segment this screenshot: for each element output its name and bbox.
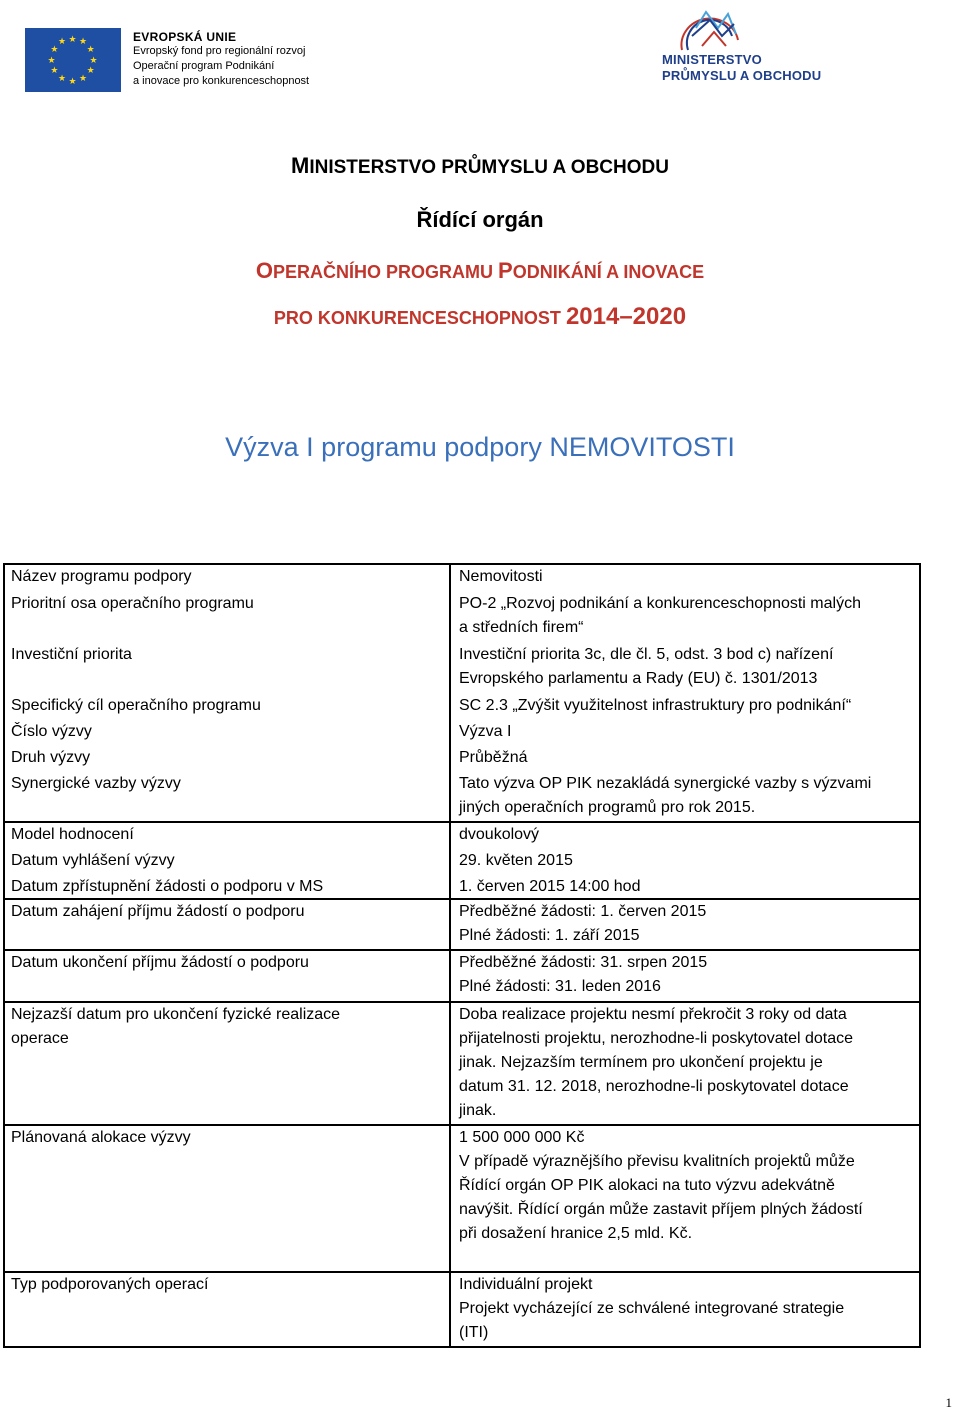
table-label-line: Druh výzvy [11, 749, 91, 766]
table-value-line: Doba realizace projektu nesmí překročit 3 roky od data [459, 1006, 847, 1023]
table-row-value [459, 823, 539, 847]
table-row-label [11, 875, 323, 899]
eu-star-icon: ★ [79, 36, 88, 47]
eu-logo-line: EVROPSKÁ UNIE [133, 30, 237, 44]
ministry-title-initial: M [291, 153, 310, 178]
table-value-line: SC 2.3 „Zvýšit využitelnost infrastruktury pro podnikání“ [459, 697, 852, 714]
mpo-logo-text [662, 52, 821, 84]
table-row-value [459, 951, 707, 999]
eu-star-icon: ★ [50, 65, 59, 75]
eu-flag-icon [25, 28, 121, 92]
table-label-line: Prioritní osa operačního programu [11, 595, 254, 612]
table-row-value [459, 565, 543, 589]
table-value-line: V případě výraznějšího převisu kvalitních projektů může [459, 1153, 855, 1170]
op-subtitle-years: 2014–2020 [565, 303, 687, 330]
mpo-logo-line: PRŮMYSLU A OBCHODU [662, 68, 822, 83]
table-row-value [459, 900, 706, 948]
op-title-p: P [498, 258, 513, 283]
table-value-line: Individuální projekt [459, 1276, 593, 1293]
eu-logo-line: Evropský fond pro regionální rozvoj [133, 45, 306, 57]
table-row-label [11, 592, 254, 616]
page-number: 1 [945, 1395, 952, 1410]
eu-star-icon: ★ [58, 36, 67, 47]
table-value-line: (ITI) [459, 1324, 489, 1341]
eu-star-icon: ★ [86, 44, 95, 54]
table-value-line: Projekt vycházející ze schválené integrované strategie [459, 1300, 845, 1317]
op-title-initial: O [255, 258, 274, 283]
op-title-rest: ODNIKÁNÍ A INOVACE [512, 262, 705, 282]
table-label-line: Investiční priorita [11, 646, 132, 663]
table-value-line: jiných operačních programů pro rok 2015. [459, 799, 756, 816]
ministry-title [0, 153, 960, 179]
table-label-line: Číslo výzvy [11, 723, 92, 740]
table-row-label [11, 694, 261, 718]
table-label-line: Datum ukončení příjmu žádostí o podporu [11, 954, 309, 971]
table-row-value [459, 772, 871, 820]
table-row-value [459, 694, 851, 718]
table-row-label [11, 565, 192, 589]
eu-star-icon: ★ [47, 54, 56, 65]
table-value-line: 29. květen 2015 [459, 852, 573, 869]
table-value-line: Tato výzva OP PIK nezakládá synergické vazby s výzvami [459, 775, 872, 792]
table-row-value [459, 1273, 844, 1345]
table-row-value [459, 1126, 863, 1246]
table-value-line: Plné žádosti: 1. září 2015 [459, 927, 640, 944]
call-title: Výzva I programu podpory NEMOVITOSTI [225, 432, 735, 462]
table-label-line: Název programu podpory [11, 568, 192, 585]
table-row-value [459, 720, 511, 744]
table-value-line: Průběžná [459, 749, 528, 766]
table-value-line: Investiční priorita 3c, dle čl. 5, odst. 3 bod c) nařízení [459, 646, 834, 663]
op-title-mid: PERAČNÍHO PROGRAMU [273, 262, 499, 282]
table-row-value [459, 746, 528, 770]
table-label-line: Datum zahájení příjmu žádostí o podporu [11, 903, 305, 920]
table-value-line: Předběžné žádosti: 31. srpen 2015 [459, 954, 708, 971]
table-label-line: Datum zpřístupnění žádosti o podporu v MS [11, 878, 324, 895]
table-value-line: Nemovitosti [459, 568, 543, 585]
table-label-line: Plánovaná alokace výzvy [11, 1129, 191, 1146]
table-value-line: a středních firem“ [459, 619, 584, 636]
eu-star-icon: ★ [89, 54, 98, 65]
table-row-value [459, 875, 640, 899]
table-label-line: Typ podporovaných operací [11, 1276, 209, 1293]
eu-star-icon: ★ [68, 75, 77, 86]
table-row-label [11, 746, 90, 770]
call-info-table [3, 563, 921, 1348]
table-value-line: Výzva I [459, 723, 512, 740]
table-row-label [11, 900, 305, 924]
table-value-line: jinak. Nejzazším termínem pro ukončení projektu je [459, 1054, 823, 1071]
managing-authority-title: Řídící orgán [416, 207, 544, 232]
table-row-value [459, 592, 861, 640]
table-value-line: Řídící orgán OP PIK alokaci na tuto výzvu adekvátně [459, 1177, 835, 1194]
table-value-line: Předběžné žádosti: 1. červen 2015 [459, 903, 707, 920]
table-row-label [11, 823, 134, 847]
ministry-title-rest: INISTERSTVO PRŮMYSLU A OBCHODU [309, 157, 669, 178]
eu-star-icon: ★ [86, 65, 95, 75]
table-value-line: datum 31. 12. 2018, nerozhodne-li poskytovatel dotace [459, 1078, 849, 1095]
eu-logo-line: Operační program Podnikání [133, 60, 275, 72]
eu-star-icon: ★ [58, 72, 67, 83]
mpo-logo-line: MINISTERSTVO [662, 52, 762, 67]
eu-logo [25, 28, 309, 92]
table-row-label [11, 1003, 340, 1051]
eu-star-icon: ★ [79, 72, 88, 83]
eu-logo-line: a inovace pro konkurenceschopnost [133, 75, 310, 87]
table-value-line: 1 500 000 000 Kč [459, 1129, 585, 1146]
eu-logo-text [133, 28, 309, 89]
table-row-label [11, 1126, 191, 1150]
op-title [0, 258, 960, 284]
table-value-line: jinak. [459, 1102, 497, 1119]
table-value-line: dvoukolový [459, 826, 540, 843]
table-row-label [11, 849, 175, 873]
table-value-line: 1. červen 2015 14:00 hod [459, 878, 641, 895]
table-row-value [459, 1003, 853, 1123]
eu-star-icon: ★ [68, 33, 77, 44]
op-subtitle [0, 303, 960, 331]
table-label-line: Datum vyhlášení výzvy [11, 852, 175, 869]
table-value-line: navýšit. Řídící orgán může zastavit příjem plných žádostí [459, 1201, 863, 1218]
table-row-label [11, 720, 92, 744]
table-value-line: Evropského parlamentu a Rady (EU) č. 1301/2013 [459, 670, 818, 687]
table-label-line: operace [11, 1030, 69, 1047]
eu-star-icon: ★ [50, 44, 59, 54]
table-value-line: Plné žádosti: 31. leden 2016 [459, 978, 661, 995]
table-value-line: PO-2 „Rozvoj podnikání a konkurenceschopnosti malých [459, 595, 861, 612]
table-column-divider [449, 565, 451, 1346]
table-label-line: Synergické vazby výzvy [11, 775, 181, 792]
table-row-value [459, 643, 833, 691]
table-label-line: Model hodnocení [11, 826, 134, 843]
table-value-line: při dosažení hranice 2,5 mld. Kč. [459, 1225, 693, 1242]
op-subtitle-text: PRO KONKURENCESCHOPNOST [273, 308, 566, 328]
table-row-label [11, 772, 181, 796]
table-row-label [11, 643, 132, 667]
table-label-line: Nejzazší datum pro ukončení fyzické realizace [11, 1006, 341, 1023]
table-value-line: přijatelnosti projektu, nerozhodne-li poskytovatel dotace [459, 1030, 854, 1047]
table-row-label [11, 951, 309, 975]
table-label-line: Specifický cíl operačního programu [11, 697, 261, 714]
table-row-value [459, 849, 573, 873]
table-row-label [11, 1273, 208, 1297]
